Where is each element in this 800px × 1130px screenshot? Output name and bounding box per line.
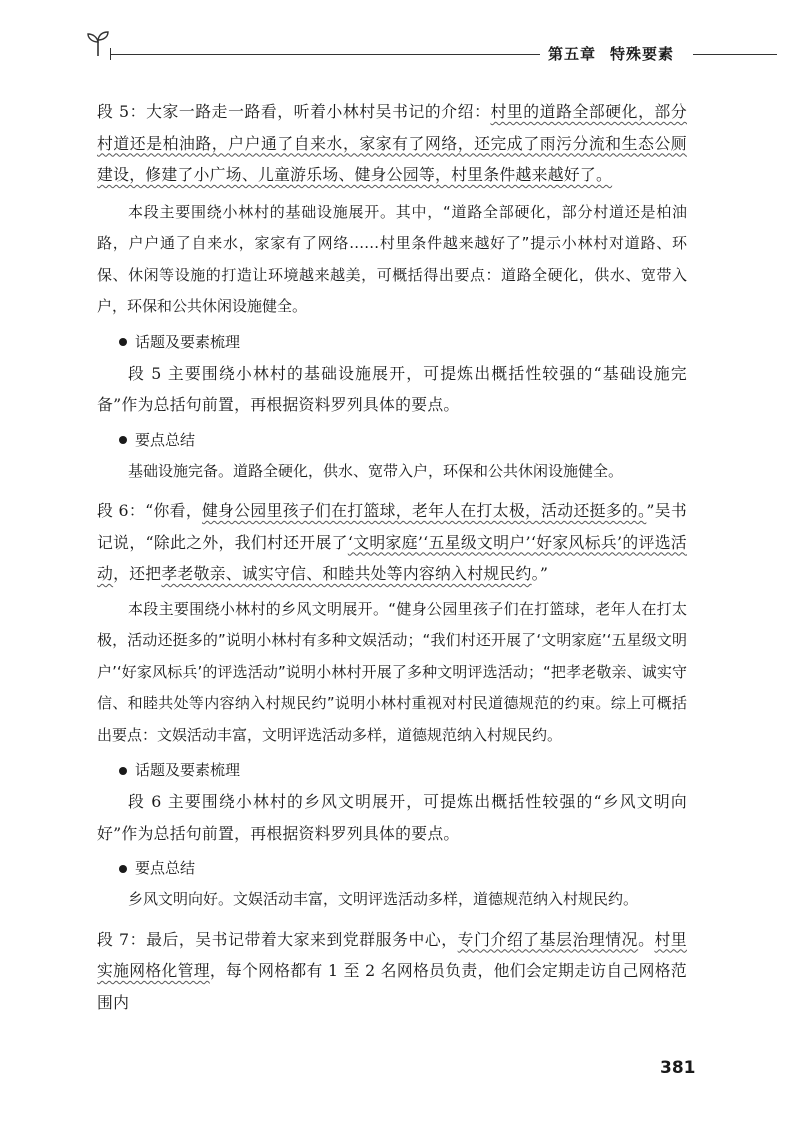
segment-7-text: ，每个网格都有 1 至 2 名网格员负责，他们会定期走访自己网格范围内 xyxy=(97,961,687,1012)
segment-6-text: ”吴书记说，“除此之外，我们村还开展了 xyxy=(97,501,687,552)
segment-6-text: ，还把 xyxy=(113,564,162,583)
bullet-dot-icon xyxy=(119,865,127,873)
segment-6-underlined: ‘文明家庭’‘五星级文明户’‘好家风标兵’的评选活动 xyxy=(97,532,687,583)
chapter-heading xyxy=(548,43,674,64)
segment-6-analysis: 本段主要围绕小林村的乡风文明展开。“健身公园里孩子们在打篮球，老年人在打太极，活动还挺多的”说明小林村有多种文娱活动；“我们村还开展了‘文明家庭’‘五星级文明户’‘好家风标兵’的评选活动”说明小林村开展了多种文明评选活动；“把孝老敬亲、诚实守信、和睦共处等内容纳入村规民约”说明小林村重视对村民道德规范的约束。综上可概括出要点：文娱活动丰富，文明评选活动多样，道德规范纳入村规民约。 xyxy=(97,599,687,744)
segment-6-topic: 段 6 主要围绕小林村的乡风文明展开，可提炼出概括性较强的“乡风文明向好”作为总括句前置，再根据资料罗列具体的要点。 xyxy=(97,792,687,843)
segment-5-underlined: 村里的道路全部硬化，部分村道还是柏油路，户户通了自来水，家家有了网络，还完成了雨污分流和生态公厕建设，修建了小广场、儿童游乐场、健身公园等，村里条件越来越好了。 xyxy=(97,102,687,184)
segment-6-text: “你看， xyxy=(145,501,202,520)
bullet-summary-6 xyxy=(119,853,687,884)
segment-6-text: 。” xyxy=(531,564,549,583)
page-content xyxy=(97,96,687,1018)
bullet-dot-icon xyxy=(119,338,127,346)
segment-7-source xyxy=(97,924,687,1019)
segment-6-label: 段 6： xyxy=(97,501,146,520)
bullet-topic-6 xyxy=(119,755,687,786)
segment-7-label: 段 7： xyxy=(97,929,147,949)
bullet-label: 话题及要素梳理 xyxy=(135,332,241,351)
segment-5-analysis: 本段主要围绕小林村的基础设施展开。其中，“道路全部硬化，部分村道还是柏油路，户户通了自来水，家家有了网络……村里条件越来越好了”提示小林村对道路、环保、休闲等设施的打造让环境越来越美，可概括得出要点：道路全硬化，供水、宽带入户，环保和公共休闲设施健全。 xyxy=(97,202,687,315)
segment-7-underlined: 村里实施网格化管理 xyxy=(97,929,687,980)
bullet-dot-icon xyxy=(119,767,127,775)
chapter-number: 第五章 xyxy=(548,45,597,63)
segment-5-label: 段 5： xyxy=(97,102,147,121)
page-number: 381 xyxy=(660,1058,696,1078)
segment-7-text: 。 xyxy=(638,929,655,949)
segment-5-text: 大家一路走一路看，听着小林村吴书记的介绍： xyxy=(146,102,491,121)
page-header xyxy=(0,0,800,80)
segment-6-underlined: 孝老敬亲、诚实守信、和睦共处等内容纳入村规民约 xyxy=(161,564,532,583)
segment-7-underlined: 专门介绍了基层治理情况 xyxy=(457,929,639,949)
bullet-label: 话题及要素梳理 xyxy=(135,761,241,779)
bullet-label: 要点总结 xyxy=(135,430,196,449)
bullet-label: 要点总结 xyxy=(135,859,196,877)
header-rule-left xyxy=(110,54,540,55)
segment-7-text: 最后，吴书记带着大家来到党群服务中心， xyxy=(146,929,458,949)
bullet-dot-icon xyxy=(119,436,127,444)
bullet-summary-5 xyxy=(119,425,687,456)
sprout-icon xyxy=(84,30,112,58)
segment-5-source xyxy=(97,96,687,191)
segment-5-topic: 段 5 主要围绕小林村的基础设施展开，可提炼出概括性较强的“基础设施完备”作为总括句前置，再根据资料罗列具体的要点。 xyxy=(97,363,687,414)
segment-6-source xyxy=(97,495,687,590)
segment-6-summary: 乡风文明向好。文娱活动丰富，文明评选活动多样，道德规范纳入村规民约。 xyxy=(128,890,639,908)
bullet-topic-5 xyxy=(119,327,687,358)
segment-6-underlined: 健身公园里孩子们在打篮球，老年人在打太极，活动还挺多的。 xyxy=(201,501,647,520)
chapter-title: 特殊要素 xyxy=(610,45,675,63)
segment-5-summary: 基础设施完备。道路全硬化，供水、宽带入户，环保和公共休闲设施健全。 xyxy=(128,461,624,480)
header-rule-right xyxy=(693,54,777,55)
